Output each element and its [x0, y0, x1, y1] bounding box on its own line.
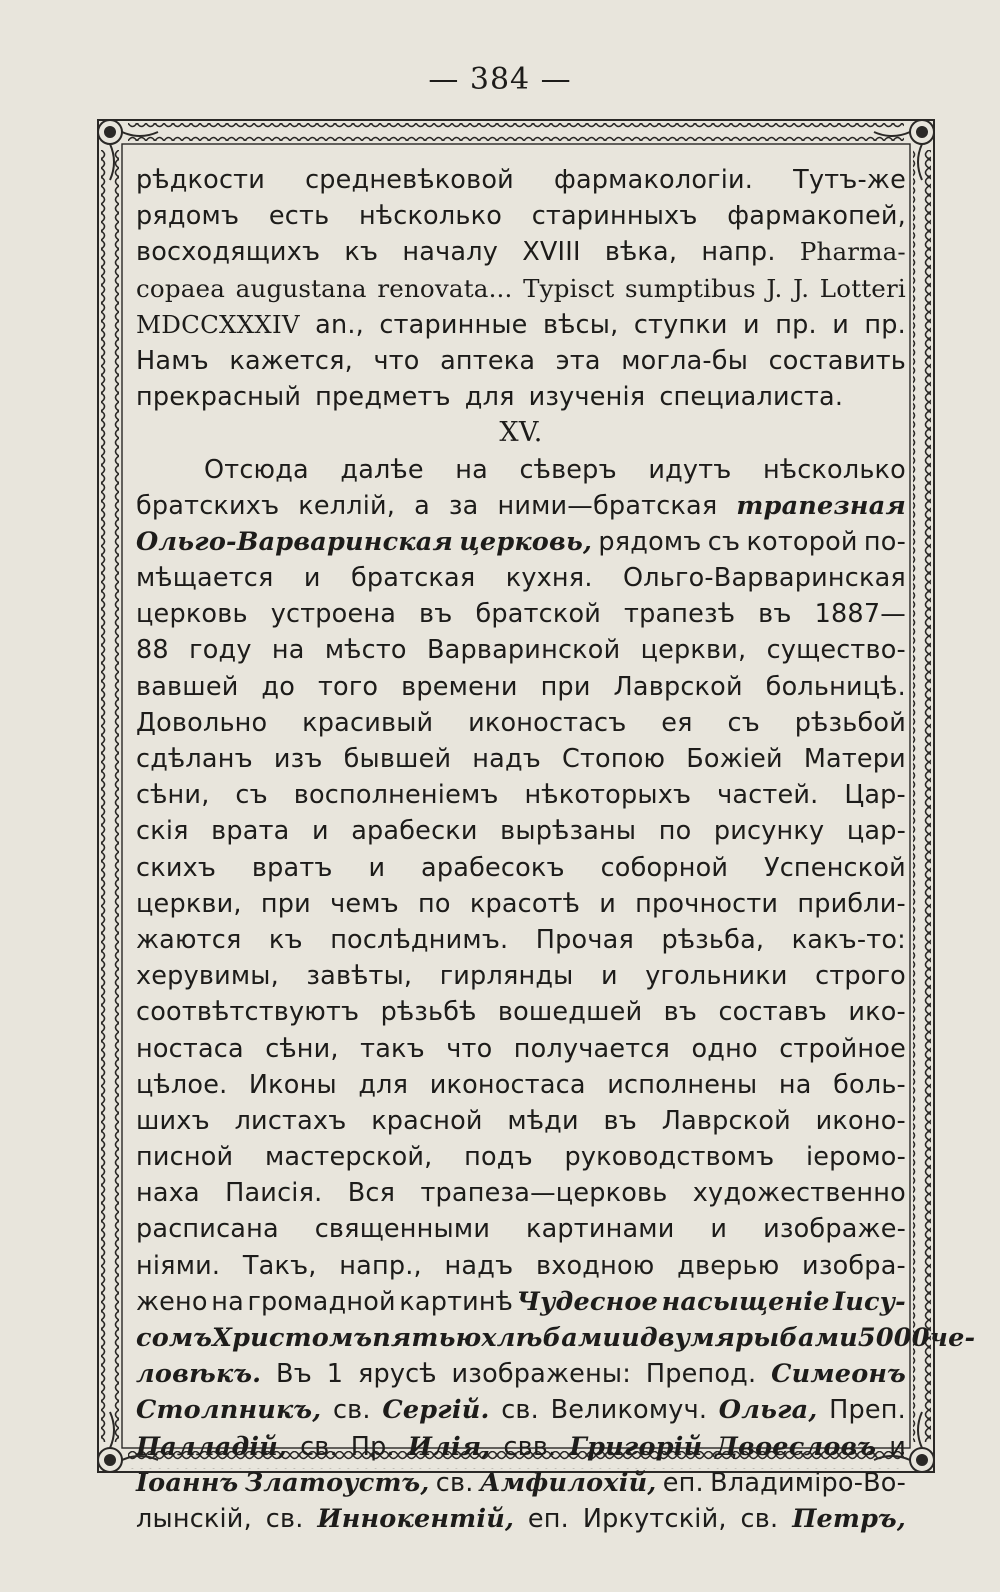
text-line: [136, 343, 906, 379]
word: изображены:: [451, 1359, 632, 1390]
word: стройное: [779, 1033, 906, 1064]
text-line: [136, 1320, 976, 1356]
word: рядомъ: [136, 201, 240, 232]
word: подъ: [464, 1142, 533, 1173]
word: Іису-: [833, 1286, 906, 1317]
word: специалиста.: [659, 382, 844, 413]
word: MDCCXXXIV: [136, 309, 300, 339]
word: арабесокъ: [421, 852, 565, 883]
text-line: [136, 307, 906, 343]
word: келлій,: [298, 490, 396, 521]
word: цѣлое.: [136, 1069, 228, 1100]
word: изображе-: [763, 1214, 906, 1245]
word: сомъ: [136, 1323, 213, 1353]
word: еп.: [527, 1503, 569, 1534]
word: Столпникъ,: [136, 1395, 322, 1426]
word: св.: [300, 1431, 338, 1462]
word: іеромо-: [805, 1142, 906, 1173]
text-line: [136, 198, 906, 234]
word: послѣднимъ.: [330, 924, 509, 955]
word: жаются: [136, 924, 242, 955]
word: что: [373, 345, 420, 376]
text-line: [136, 1067, 906, 1103]
word: ико-: [848, 997, 906, 1028]
word: Чудесное: [516, 1286, 659, 1317]
word: Отсюда: [204, 454, 309, 485]
text-line: [136, 1139, 906, 1175]
word: св.: [265, 1503, 304, 1534]
word: Ольга,: [718, 1395, 818, 1426]
text-line: [136, 1501, 906, 1537]
word: завѣты,: [306, 961, 413, 992]
word: че-: [929, 1323, 976, 1353]
word: на: [211, 1286, 244, 1317]
word: которой: [746, 526, 858, 557]
word: въ: [663, 997, 698, 1028]
word: Илія,: [407, 1431, 491, 1462]
text-line: [136, 379, 906, 415]
word: и: [832, 309, 849, 340]
word: augustana: [235, 273, 367, 303]
word: мѣди: [507, 1105, 579, 1136]
text-line: [136, 741, 906, 777]
word: прочности: [635, 888, 779, 919]
word: изученія: [528, 382, 646, 413]
word: вырѣзаны: [500, 816, 637, 847]
word: соотвѣтствуютъ: [136, 997, 360, 1028]
word: Златоустъ,: [244, 1467, 430, 1498]
text-line: [136, 488, 906, 524]
word: сдѣланъ: [136, 744, 253, 774]
word: пр.: [775, 309, 817, 340]
word: кажется,: [229, 345, 353, 376]
word: кухня.: [505, 563, 593, 594]
word: сѣни,: [265, 1033, 339, 1064]
text-line: [136, 271, 906, 307]
word: Двоесловъ: [715, 1431, 877, 1462]
word: напр.: [701, 237, 776, 268]
word: св.: [501, 1395, 539, 1426]
word: ярусѣ: [357, 1359, 437, 1390]
word: для: [358, 1069, 409, 1100]
word: трапеза—церковь: [420, 1178, 668, 1209]
word: Препод.: [645, 1359, 757, 1390]
word: св.: [332, 1395, 371, 1426]
word: свв.: [503, 1431, 557, 1462]
word: до: [261, 671, 296, 702]
word: по: [418, 888, 451, 919]
word: ними—братская: [497, 490, 718, 521]
word: XVIII: [522, 237, 581, 268]
word: трапезѣ: [624, 599, 736, 630]
word: при: [260, 888, 311, 919]
word: иконо-: [815, 1105, 906, 1136]
word: для: [464, 382, 515, 413]
word: руководствомъ: [564, 1142, 775, 1173]
text-line: [136, 632, 906, 668]
word: Иркутскій,: [582, 1503, 727, 1534]
word: того: [317, 671, 379, 702]
word: священными: [314, 1214, 491, 1245]
word: скихъ: [136, 852, 217, 883]
word: Стопою: [562, 744, 666, 774]
text-line: [136, 234, 906, 270]
word: скія: [136, 816, 189, 847]
page-number: — 384 —: [428, 62, 572, 97]
word: Божіей: [686, 744, 783, 774]
word: J.: [766, 273, 783, 303]
word: пятью: [372, 1323, 482, 1353]
word: больницѣ.: [765, 671, 906, 702]
word: листахъ: [234, 1105, 347, 1136]
word: надъ: [472, 744, 541, 774]
word: году: [189, 635, 252, 666]
word: фармакологіи.: [553, 165, 754, 195]
word: Иконы: [248, 1069, 337, 1100]
word: въ: [758, 599, 792, 630]
word: Лаврской: [661, 1105, 791, 1136]
word: братскихъ: [136, 490, 280, 521]
word: Тутъ-же: [793, 165, 906, 195]
word: иконостасъ: [468, 707, 627, 738]
word: 88: [136, 635, 169, 666]
word: sumptibus: [624, 273, 756, 303]
word: сѣни,: [136, 780, 210, 811]
text-line: [136, 1356, 906, 1392]
word: и: [889, 1431, 906, 1462]
word: рисунку: [713, 816, 825, 847]
word: Пр.: [350, 1431, 395, 1462]
word: при: [540, 671, 591, 702]
word: св.: [435, 1467, 474, 1498]
word: Прочая: [535, 924, 634, 955]
word: фармакопей,: [727, 201, 906, 232]
word: ностаса: [136, 1033, 244, 1064]
word: восходящихъ: [136, 237, 321, 268]
word: старинные: [379, 309, 528, 340]
word: Сергій.: [382, 1395, 490, 1426]
section-heading: [136, 415, 906, 451]
text-line: [136, 1465, 906, 1501]
word: изъ: [273, 744, 323, 774]
word: и: [743, 309, 760, 340]
word: входною: [535, 1250, 655, 1281]
word: Преп.: [829, 1395, 906, 1426]
word: прекрасный: [136, 382, 302, 413]
word: Петръ,: [792, 1503, 906, 1534]
text-line: [136, 705, 906, 741]
text-line: [136, 162, 906, 198]
word: прибли-: [797, 888, 906, 919]
word: вратъ: [251, 852, 333, 883]
text-line: [136, 958, 906, 994]
word: могла-бы: [621, 345, 749, 376]
word: еп.: [662, 1467, 704, 1498]
word: братской: [475, 599, 602, 630]
word: Довольно: [136, 707, 268, 738]
word: Ольго-Варваринская: [622, 563, 906, 594]
word: на: [778, 1069, 812, 1100]
word: идутъ: [648, 454, 732, 485]
word: цар-: [846, 816, 906, 847]
word: на: [271, 635, 305, 666]
word: чемъ: [330, 888, 399, 919]
word: 1: [326, 1359, 344, 1390]
text-line: [136, 922, 906, 958]
word: Христомъ: [212, 1323, 373, 1353]
word: соборной: [600, 852, 729, 883]
word: церковь,: [459, 526, 593, 557]
word: красной: [371, 1105, 483, 1136]
word: и: [303, 563, 321, 594]
text-line: [136, 560, 906, 596]
word: шихъ: [136, 1105, 210, 1136]
word: и: [368, 852, 386, 883]
word: какъ-то:: [791, 924, 906, 955]
word: восполненіемъ: [293, 780, 499, 811]
word: къ: [344, 237, 379, 268]
word: вошедшей: [497, 997, 643, 1028]
word: расписана: [136, 1214, 279, 1245]
word: и: [600, 961, 618, 992]
word: громадной: [247, 1286, 396, 1317]
word: къ: [268, 924, 303, 955]
word: Великомуч.: [550, 1395, 708, 1426]
word: церкви,: [136, 888, 242, 919]
word: вавшей: [136, 671, 239, 702]
word: на: [455, 454, 488, 485]
word: Иннокентій,: [317, 1503, 515, 1534]
word: херувимы,: [136, 961, 279, 992]
word: дверью: [677, 1250, 780, 1281]
word: вѣка,: [604, 237, 678, 268]
word: эта: [555, 345, 601, 376]
word: лынскій,: [136, 1503, 252, 1534]
word: Успенской: [763, 852, 906, 883]
word: такъ: [360, 1033, 425, 1064]
page-text: [136, 162, 976, 1537]
text-line: [136, 1031, 906, 1067]
word: renovata...: [377, 273, 513, 303]
word: началу: [402, 237, 499, 268]
word: а: [414, 490, 430, 521]
text-line: [136, 669, 906, 705]
word: Григорій: [569, 1431, 703, 1462]
text-line: [136, 1103, 906, 1139]
word: по: [658, 816, 692, 847]
word: средневѣковой: [305, 165, 514, 195]
word: J.: [793, 273, 810, 303]
text-line: [136, 1211, 906, 1247]
word: Pharma-: [799, 237, 906, 267]
word: Матери: [803, 744, 906, 774]
word: Лаврской: [613, 671, 743, 702]
word: Typisct: [523, 273, 615, 303]
text-line: [136, 850, 906, 886]
word: есть: [268, 201, 330, 232]
word: Такъ,: [242, 1250, 317, 1281]
word: Lotteri: [819, 273, 906, 303]
word: художественно: [692, 1178, 906, 1209]
text-line: [136, 886, 906, 922]
word: мастерской,: [264, 1142, 433, 1173]
word: одно: [691, 1033, 758, 1064]
word: нѣсколько: [359, 201, 502, 232]
word: мѣсто: [324, 635, 407, 666]
word: нѣкоторыхъ: [524, 780, 692, 811]
word: рѣзьба,: [661, 924, 765, 955]
text-line: [136, 596, 906, 632]
text-line: [136, 813, 906, 849]
word: св.: [740, 1503, 779, 1534]
word: an.,: [315, 309, 364, 340]
text-line: [136, 1284, 906, 1320]
text-line: [136, 452, 906, 488]
word: строго: [815, 961, 906, 992]
word: насыщеніе: [661, 1286, 830, 1317]
word: писной: [136, 1142, 234, 1173]
word: ніями.: [136, 1250, 221, 1281]
word: ступки: [633, 309, 728, 340]
word: нѣсколько: [763, 454, 906, 485]
word: и: [599, 888, 616, 919]
text-line: [136, 1392, 906, 1428]
text-line: [136, 524, 906, 560]
word: красивый: [302, 707, 434, 738]
word: Въ: [276, 1359, 312, 1390]
word: ловѣкъ.: [136, 1359, 262, 1390]
word: устроена: [270, 599, 397, 630]
word: боль-: [833, 1069, 906, 1100]
text-line: [136, 994, 906, 1030]
word: составъ: [718, 997, 828, 1028]
word: за: [448, 490, 479, 521]
word: предметъ: [315, 382, 451, 413]
word: ея: [661, 707, 693, 738]
word: далѣе: [340, 454, 424, 485]
word: и: [621, 1323, 640, 1353]
word: рѣзьбѣ: [380, 997, 477, 1028]
word: иконостаса: [429, 1069, 586, 1100]
word: и: [311, 816, 329, 847]
word: жено: [136, 1286, 208, 1317]
word: рѣдкости: [136, 165, 266, 195]
word: напр.,: [339, 1250, 422, 1281]
word: трапезная: [736, 490, 906, 521]
word: въ: [603, 1105, 637, 1136]
text-line: [136, 1248, 906, 1284]
word: 1887—: [814, 599, 906, 630]
word: братская: [351, 563, 476, 594]
word: Намъ: [136, 345, 209, 376]
word: Симеонъ: [771, 1359, 906, 1390]
word: Палладій,: [136, 1431, 288, 1462]
word: XV.: [499, 417, 543, 449]
word: мѣщается: [136, 563, 274, 594]
word: Владиміро-Во-: [710, 1467, 906, 1498]
word: пр.: [864, 309, 906, 340]
word: бывшей: [343, 744, 452, 774]
word: гирлянды: [439, 961, 574, 992]
word: Ольго-Варваринская: [136, 526, 453, 557]
word: наха: [136, 1178, 200, 1209]
word: получается: [513, 1033, 671, 1064]
word: и: [710, 1214, 728, 1245]
word: угольники: [645, 961, 788, 992]
word: съ: [235, 780, 268, 811]
word: картинами: [525, 1214, 675, 1245]
word: времени: [401, 671, 518, 702]
word: вѣсы,: [542, 309, 619, 340]
word: Іоаннъ: [136, 1467, 239, 1498]
word: по-: [863, 526, 906, 557]
word: рѣзьбой: [794, 707, 906, 738]
word: старинныхъ: [531, 201, 698, 232]
word: картинѣ: [399, 1286, 514, 1317]
word: въ: [419, 599, 453, 630]
word: составить: [768, 345, 906, 376]
word: изобра-: [802, 1250, 906, 1281]
word: арабески: [351, 816, 478, 847]
word: хлѣбами: [481, 1323, 622, 1353]
word: существо-: [766, 635, 906, 666]
word: исполнены: [607, 1069, 758, 1100]
word: что: [446, 1033, 493, 1064]
text-line: [136, 1429, 906, 1465]
word: частей.: [717, 780, 819, 811]
word: 5000: [857, 1323, 930, 1353]
word: Цар-: [844, 780, 906, 811]
word: красотѣ: [469, 888, 581, 919]
word: рядомъ: [598, 526, 702, 557]
word: надъ: [444, 1250, 514, 1281]
word: съ: [707, 526, 741, 557]
word: copaea: [136, 273, 226, 303]
text-line: [136, 777, 906, 813]
text-line: [136, 1175, 906, 1211]
word: съ: [727, 707, 760, 738]
word: Амфилохій,: [479, 1467, 657, 1498]
word: врата: [211, 816, 290, 847]
word: сѣверъ: [519, 454, 617, 485]
word: церкви,: [640, 635, 747, 666]
word: аптека: [440, 345, 536, 376]
word: церковь: [136, 599, 248, 630]
word: Паисія.: [225, 1178, 323, 1209]
word: рыбами: [735, 1323, 858, 1353]
word: Варваринской: [426, 635, 621, 666]
word: двумя: [639, 1323, 736, 1353]
word: Вся: [347, 1178, 396, 1209]
